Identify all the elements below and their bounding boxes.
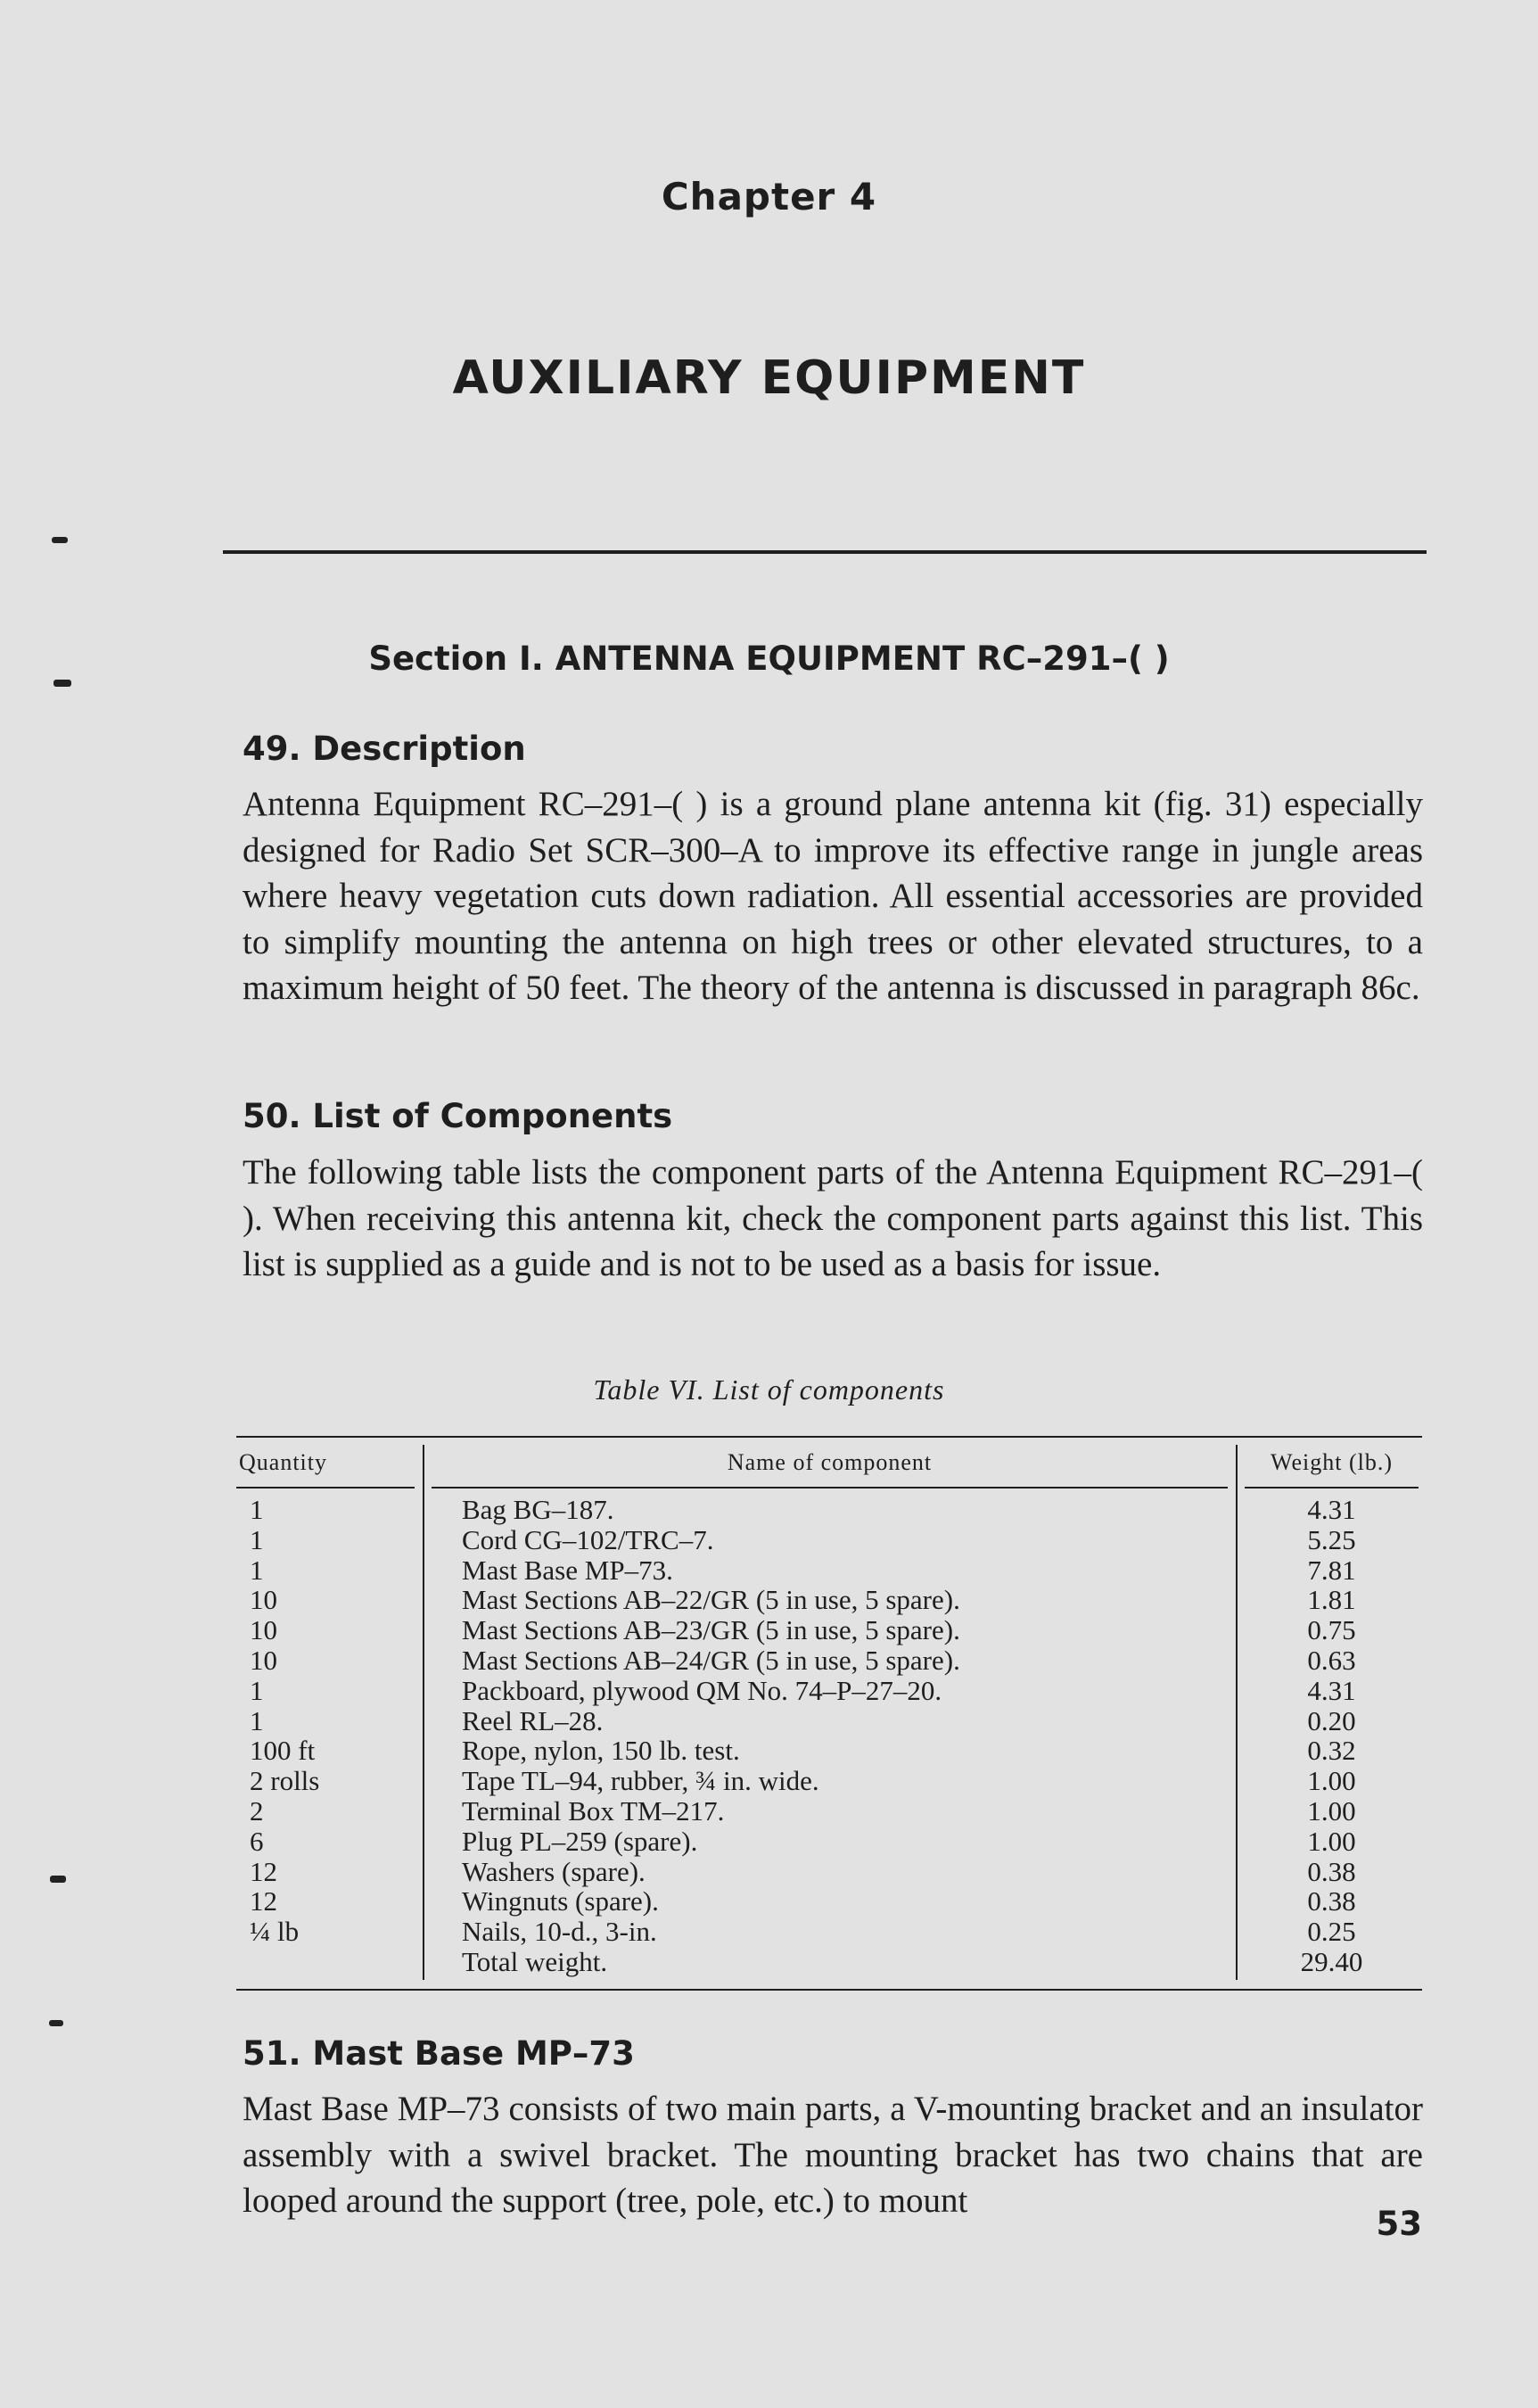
cell-name: Cord CG–102/TRC–7. <box>462 1523 714 1555</box>
table-top-rule <box>236 1436 1422 1438</box>
table-body <box>0 1495 1538 1977</box>
cell-name: Washers (spare). <box>462 1855 646 1887</box>
heading-49-description: 49. Description <box>243 730 526 768</box>
section-title: Section I. ANTENNA EQUIPMENT RC–291–( ) <box>368 639 1170 678</box>
title-divider <box>223 550 1427 554</box>
cell-weight: 1.00 <box>1307 1765 1356 1797</box>
paragraph-51-mast-base: Mast Base MP–73 consists of two main parts, a V-mounting bracket and an insulator assembly with a swivel bracket. The mounting bracket has two chains that are looped around the support (tree, pole, etc.) to mount <box>243 2090 1423 2220</box>
cell-weight: 5.25 <box>1307 1523 1356 1555</box>
scan-mark <box>52 537 68 543</box>
heading-50-list-of-components: 50. List of Components <box>243 1097 673 1135</box>
table-row <box>0 1555 1538 1586</box>
table-row <box>0 1947 1538 1977</box>
cell-quantity: 1 <box>250 1704 264 1736</box>
cell-name: Wingnuts (spare). <box>462 1885 659 1917</box>
cell-weight: 0.38 <box>1307 1855 1356 1887</box>
cell-weight: 1.00 <box>1307 1794 1356 1827</box>
cell-name: Mast Base MP–73. <box>462 1554 673 1586</box>
cell-weight: 0.63 <box>1307 1644 1356 1676</box>
cell-quantity: ¼ lb <box>250 1916 300 1948</box>
cell-name: Mast Sections AB–23/GR (5 in use, 5 spare). <box>462 1614 960 1646</box>
cell-name: Plug PL–259 (spare). <box>462 1825 698 1857</box>
table-header-underline <box>432 1487 1228 1489</box>
cell-weight: 0.32 <box>1307 1735 1356 1767</box>
cell-quantity: 1 <box>250 1674 264 1706</box>
table-row <box>0 1917 1538 1947</box>
table-row <box>0 1525 1538 1555</box>
scan-mark <box>50 1876 66 1883</box>
paragraph-50-list-of-components: The following table lists the component parts of the Antenna Equipment RC–291–( ). When receiving this antenna kit, check the component parts against this list. This list is supplied as a guide and is not to be used as a basis for issue. <box>243 1153 1423 1283</box>
column-header-weight: Weight (lb.) <box>1271 1449 1393 1475</box>
chapter-title: AUXILIARY EQUIPMENT <box>452 351 1086 405</box>
cell-name: Bag BG–187. <box>462 1494 614 1525</box>
table-row <box>0 1736 1538 1766</box>
table-row <box>0 1886 1538 1917</box>
cell-quantity: 2 rolls <box>250 1765 320 1797</box>
cell-quantity: 10 <box>250 1644 277 1676</box>
cell-name: Terminal Box TM–217. <box>462 1794 725 1827</box>
table-bottom-rule <box>236 1989 1422 1991</box>
cell-quantity: 12 <box>250 1885 277 1917</box>
cell-weight: 4.31 <box>1307 1494 1356 1525</box>
column-header-quantity: Quantity <box>239 1449 327 1475</box>
chapter-label: Chapter 4 <box>661 175 877 219</box>
cell-name: Total weight. <box>462 1945 608 1977</box>
cell-quantity: 2 <box>250 1794 264 1827</box>
cell-quantity: 6 <box>250 1825 264 1857</box>
cell-weight: 0.25 <box>1307 1916 1356 1948</box>
cell-weight: 1.81 <box>1307 1584 1356 1616</box>
scan-mark <box>49 2020 63 2026</box>
table-row <box>0 1645 1538 1676</box>
cell-quantity: 10 <box>250 1614 277 1646</box>
cell-weight: 7.81 <box>1307 1554 1356 1586</box>
page-number: 53 <box>1376 2205 1422 2243</box>
cell-name: Tape TL–94, rubber, ¾ in. wide. <box>462 1765 819 1797</box>
table-header-underline <box>1245 1487 1419 1489</box>
paragraph-49-description: Antenna Equipment RC–291–( ) is a ground plane antenna kit (fig. 31) especially designed for Radio Set SCR–300–A to improve its effective range in jungle areas where heavy vegetation cuts down radiation. All essential accessories are provided to simplify mounting the antenna on high trees or other elevated structures, to a maximum height of 50 feet. The theory of the antenna is discussed in paragraph 86c. <box>243 785 1423 1007</box>
cell-quantity: 12 <box>250 1855 277 1887</box>
cell-weight: 4.31 <box>1307 1674 1356 1706</box>
table-row <box>0 1706 1538 1736</box>
table-row <box>0 1796 1538 1827</box>
cell-weight: 1.00 <box>1307 1825 1356 1857</box>
cell-name: Nails, 10-d., 3-in. <box>462 1916 657 1948</box>
cell-weight: 0.20 <box>1307 1704 1356 1736</box>
heading-51-mast-base: 51. Mast Base MP–73 <box>243 2034 635 2073</box>
cell-name: Mast Sections AB–24/GR (5 in use, 5 spare). <box>462 1644 960 1676</box>
cell-quantity: 1 <box>250 1554 264 1586</box>
table-row <box>0 1585 1538 1615</box>
cell-quantity: 1 <box>250 1523 264 1555</box>
table-row <box>0 1615 1538 1645</box>
table-header-underline <box>236 1487 415 1489</box>
cell-name: Mast Sections AB–22/GR (5 in use, 5 spare). <box>462 1584 960 1616</box>
cell-weight: 0.75 <box>1307 1614 1356 1646</box>
cell-quantity: 1 <box>250 1494 264 1525</box>
scan-mark <box>53 680 71 687</box>
table-row <box>0 1495 1538 1525</box>
table-row <box>0 1857 1538 1887</box>
table-row <box>0 1827 1538 1857</box>
cell-name: Reel RL–28. <box>462 1704 604 1736</box>
cell-weight: 29.40 <box>1300 1945 1363 1977</box>
cell-name: Packboard, plywood QM No. 74–P–27–20. <box>462 1674 942 1706</box>
table-row <box>0 1676 1538 1706</box>
cell-quantity: 100 ft <box>250 1735 316 1767</box>
table-caption: Table VI. List of components <box>593 1373 945 1406</box>
cell-weight: 0.38 <box>1307 1885 1356 1917</box>
column-header-name: Name of component <box>727 1449 933 1475</box>
table-row <box>0 1766 1538 1796</box>
cell-quantity: 10 <box>250 1584 277 1616</box>
cell-name: Rope, nylon, 150 lb. test. <box>462 1735 740 1767</box>
